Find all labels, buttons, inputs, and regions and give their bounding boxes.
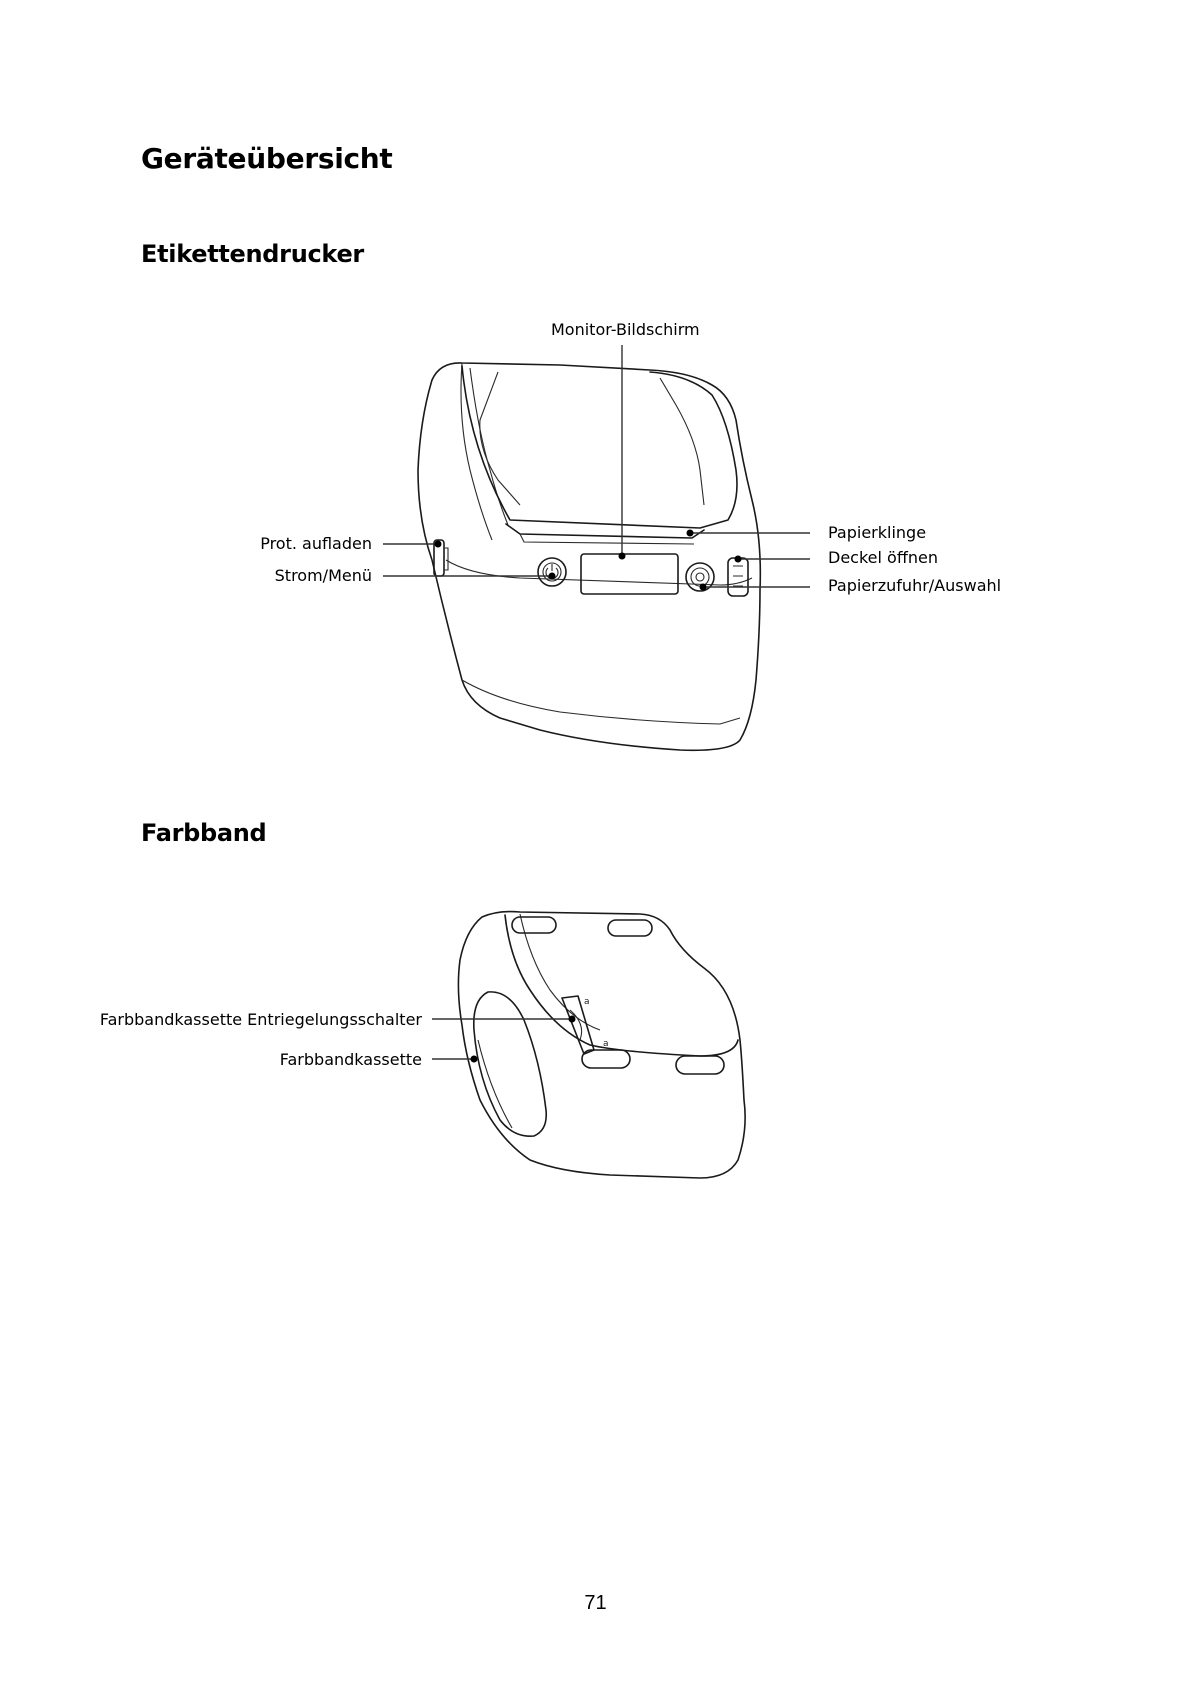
label-open-cover: Deckel öffnen bbox=[828, 548, 938, 567]
label-paper-blade: Papierklinge bbox=[828, 523, 927, 542]
open-cover-button bbox=[728, 558, 748, 596]
page-title: Geräteübersicht bbox=[141, 142, 393, 175]
label-ribbon-release-switch: Farbbandkassette Entriegelungsschalter bbox=[99, 1010, 422, 1029]
section-title-ribbon: Farbband bbox=[141, 819, 267, 847]
label-printer-illustration bbox=[383, 345, 810, 750]
svg-text:a: a bbox=[584, 997, 590, 1007]
svg-text:a: a bbox=[603, 1039, 609, 1049]
ribbon-illustration bbox=[432, 912, 745, 1178]
label-charge-port: Prot. aufladen bbox=[260, 534, 372, 553]
label-power-menu: Strom/Menü bbox=[274, 566, 372, 585]
page-number: 71 bbox=[584, 1592, 607, 1614]
monitor-screen bbox=[581, 554, 678, 594]
section-title-label-printer: Etikettendrucker bbox=[141, 240, 364, 268]
label-monitor-screen: Monitor-Bildschirm bbox=[551, 320, 700, 339]
label-ribbon-cassette: Farbbandkassette bbox=[279, 1050, 422, 1069]
foot-top-left bbox=[512, 917, 556, 933]
foot-bottom-right bbox=[676, 1056, 724, 1074]
power-button bbox=[538, 558, 566, 586]
foot-top-right bbox=[608, 920, 652, 936]
label-paper-feed: Papierzufuhr/Auswahl bbox=[828, 576, 1002, 595]
